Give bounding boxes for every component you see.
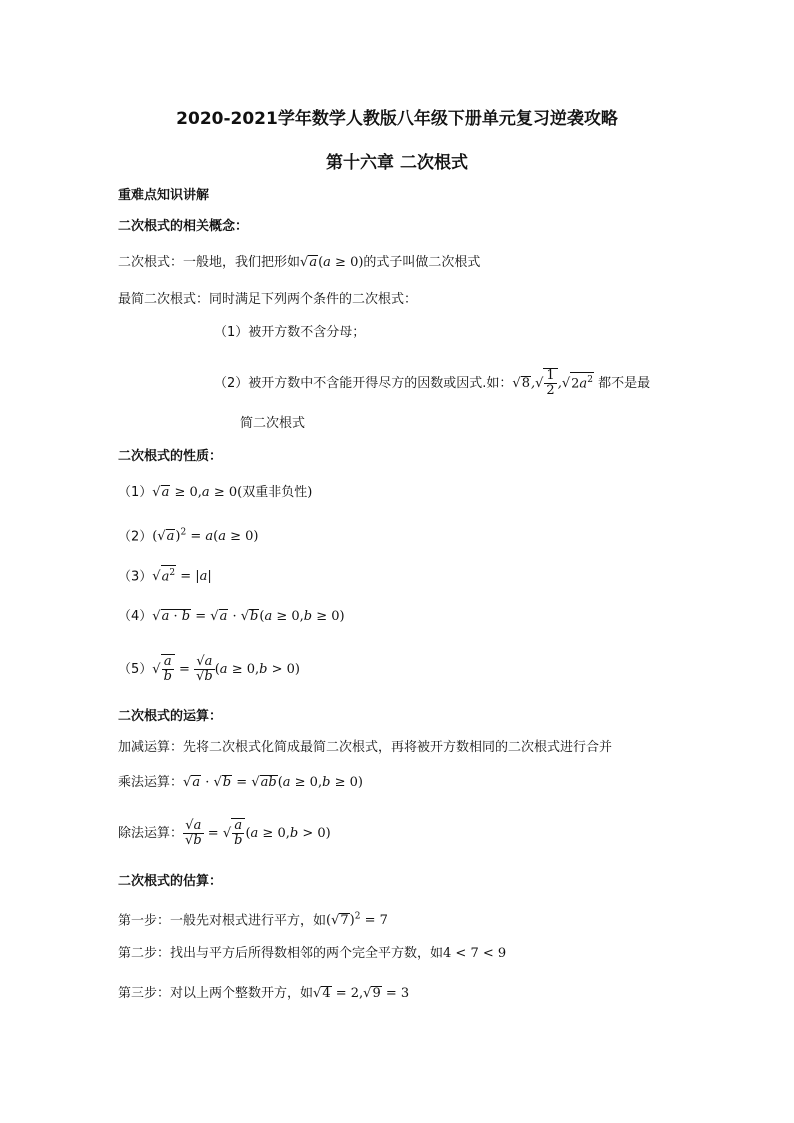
step-1-text: 第一步：一般先对根式进行平方，如 [118,913,327,929]
add-sub-rule: 加减运算：先将二次根式化简成最简二次根式，再将被开方数相同的二次根式进行合并 [118,740,613,755]
condition-1: （1）被开方数不含分母； [214,325,366,340]
definition-formula: √a(a ≥ 0) [300,255,364,270]
property-2 [118,523,259,547]
condition-2-text: （2）被开方数中不含能开得尽方的因数或因式.如： [214,376,513,391]
example-radicals: √8,√ $\frac{1}{2}$ $,√2a^2$ [512,368,593,398]
division-formula: $\frac{√a}{√b}$ = √ $\frac{a}{b}$ (a ≥ 0,b > 0) [185,818,331,848]
property-3 [118,565,212,587]
property-4-label: （4） [118,609,153,624]
definition-prefix: 二次根式：一般地，我们把形如 [118,255,301,270]
property-3-formula: $√a^2 = |a|$ [152,569,212,584]
property-5 [118,654,300,684]
section-estimation: 二次根式的估算： [118,874,223,889]
property-2-label: （2） [118,529,153,545]
estimation-step-1 [118,907,388,931]
multiplication-rule [118,773,363,793]
property-1-label: （1） [118,485,153,500]
estimation-step-2 [118,944,506,964]
condition-2 [214,368,650,398]
property-4 [118,607,345,627]
estimation-step-3 [118,984,409,1004]
division-rule [118,818,331,848]
section-operations: 二次根式的运算： [118,709,223,724]
document-title: 2020-2021学年数学人教版八年级下册单元复习逆袭攻略 [176,109,618,129]
property-5-formula: √ $\frac{a}{b}$ = $\frac{√a}{√b}$ (a ≥ 0,b > 0) [152,654,300,684]
chapter-title: 第十六章 二次根式 [326,153,468,173]
property-5-label: （5） [118,662,153,677]
step-1-formula: $(√7)^2 = 7$ [326,912,388,929]
section-knowledge: 重难点知识讲解 [118,188,210,203]
step-3-formula: √4 = 2,√9 = 3 [313,986,410,1001]
definition-line [118,253,480,273]
step-2-formula: 4 < 7 < 9 [443,946,507,961]
section-concepts: 二次根式的相关概念： [118,219,249,234]
definition-suffix: 的式子叫做二次根式 [363,255,481,270]
property-4-formula: √a · b = √a · √b(a ≥ 0,b ≥ 0) [152,609,345,624]
property-1-formula: √a ≥ 0,a ≥ 0( [152,485,243,500]
section-properties: 二次根式的性质： [118,449,223,464]
property-2-formula: $(√a)^2 = a(a \ge 0)$ [152,528,259,545]
property-1: （1）√a ≥ 0,a ≥ 0(双重非负性) [118,485,313,500]
step-2-text: 第二步：找出与平方后所得数相邻的两个完全平方数，如 [118,946,444,961]
step-3-text: 第三步：对以上两个整数开方，如 [118,986,314,1001]
division-label: 除法运算： [118,826,184,841]
multiplication-label: 乘法运算： [118,775,184,790]
condition-2-suffix: 都不是最 [598,376,651,391]
simplest-label: 最简二次根式：同时满足下列两个条件的二次根式： [118,292,418,307]
multiplication-formula: √a · √b = √ab(a ≥ 0,b ≥ 0) [183,775,363,790]
condition-2-wrap: 简二次根式 [240,416,306,431]
property-3-label: （3） [118,569,153,585]
property-1-note: 双重非负性 [242,485,308,500]
